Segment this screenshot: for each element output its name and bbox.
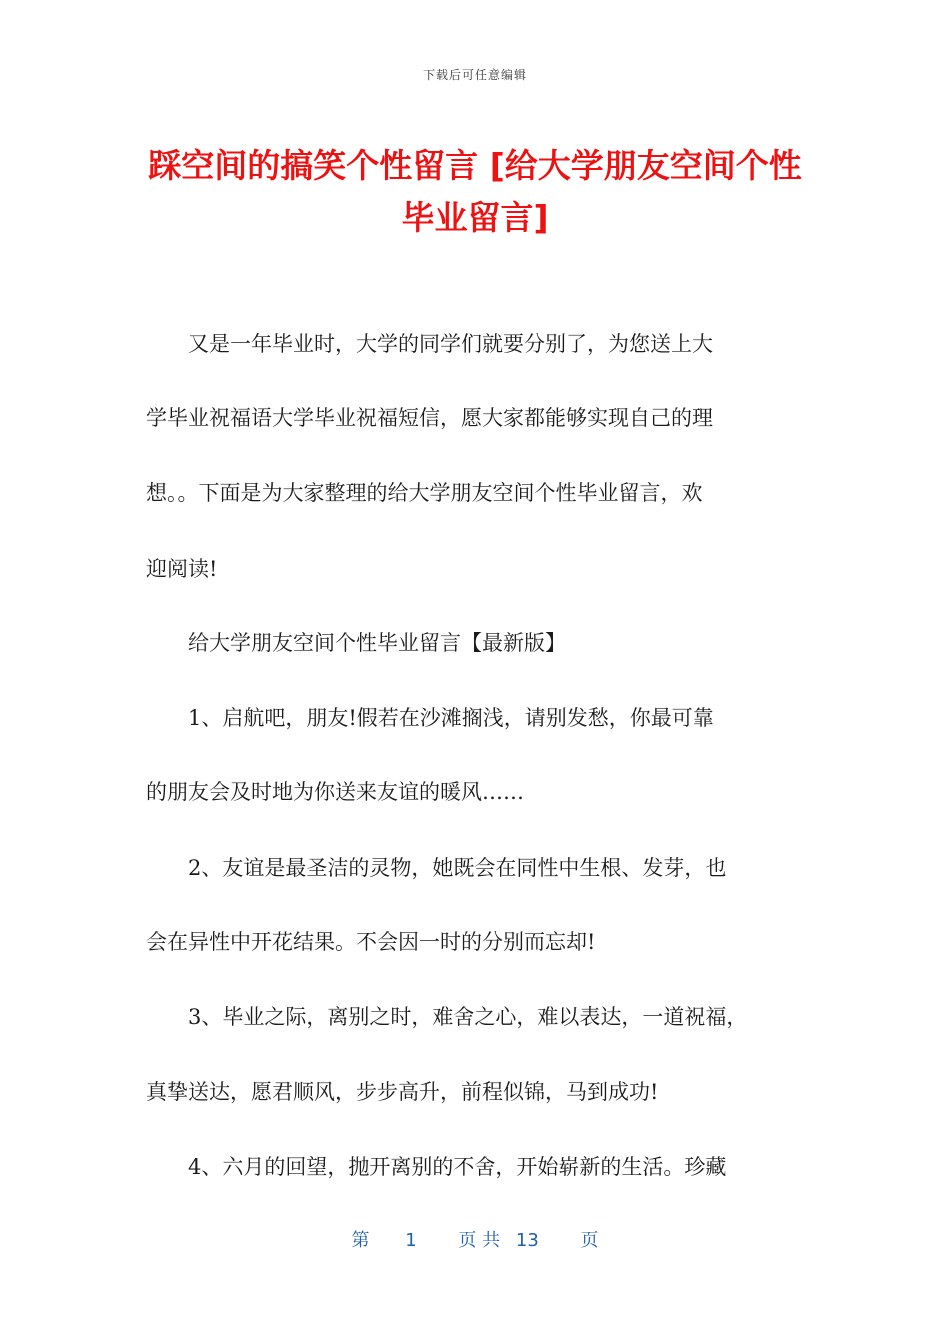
page-footer xyxy=(0,1226,950,1252)
body-line: 又是一年毕业时，大学的同学们就要分别了，为您送上大 xyxy=(146,332,713,356)
document-title-line-2: 毕业留言] xyxy=(401,198,549,237)
body-line: 迎阅读! xyxy=(146,557,218,581)
footer-suffix: 页 xyxy=(580,1230,599,1251)
body-line: 4、六月的回望，抛开离别的不舍，开始崭新的生活。珍藏 xyxy=(146,1155,727,1179)
section-heading: 给大学朋友空间个性毕业留言【最新版】 xyxy=(146,631,566,655)
body-line: 学毕业祝福语大学毕业祝福短信，愿大家都能够实现自己的理 xyxy=(146,406,713,430)
document-title xyxy=(130,140,820,244)
body-line: 想。。下面是为大家整理的给大学朋友空间个性毕业留言，欢 xyxy=(146,481,703,505)
document-title-line-1: 踩空间的搞笑个性留言 [给大学朋友空间个性 xyxy=(148,146,802,185)
body-line: 的朋友会及时地为你送来友谊的暖风…… xyxy=(146,780,524,804)
body-line: 会在异性中开花结果。不会因一时的分别而忘却! xyxy=(146,930,596,954)
body-line: 1、启航吧，朋友!假若在沙滩搁浅，请别发愁，你最可靠 xyxy=(146,706,714,730)
header-note: 下载后可任意编辑 xyxy=(422,68,527,82)
footer-prefix: 第 xyxy=(351,1230,370,1251)
footer-middle: 页 共 xyxy=(458,1230,501,1251)
page-total: 13 xyxy=(515,1230,539,1251)
body-line: 3、毕业之际，离别之时，难舍之心，难以表达，一道祝福， xyxy=(146,1005,748,1029)
body-line: 真挚送达，愿君顺风，步步高升，前程似锦，马到成功! xyxy=(146,1080,659,1104)
body-line: 2、友谊是最圣洁的灵物，她既会在同性中生根、发芽，也 xyxy=(146,856,727,880)
page-number: 1 xyxy=(405,1230,417,1251)
